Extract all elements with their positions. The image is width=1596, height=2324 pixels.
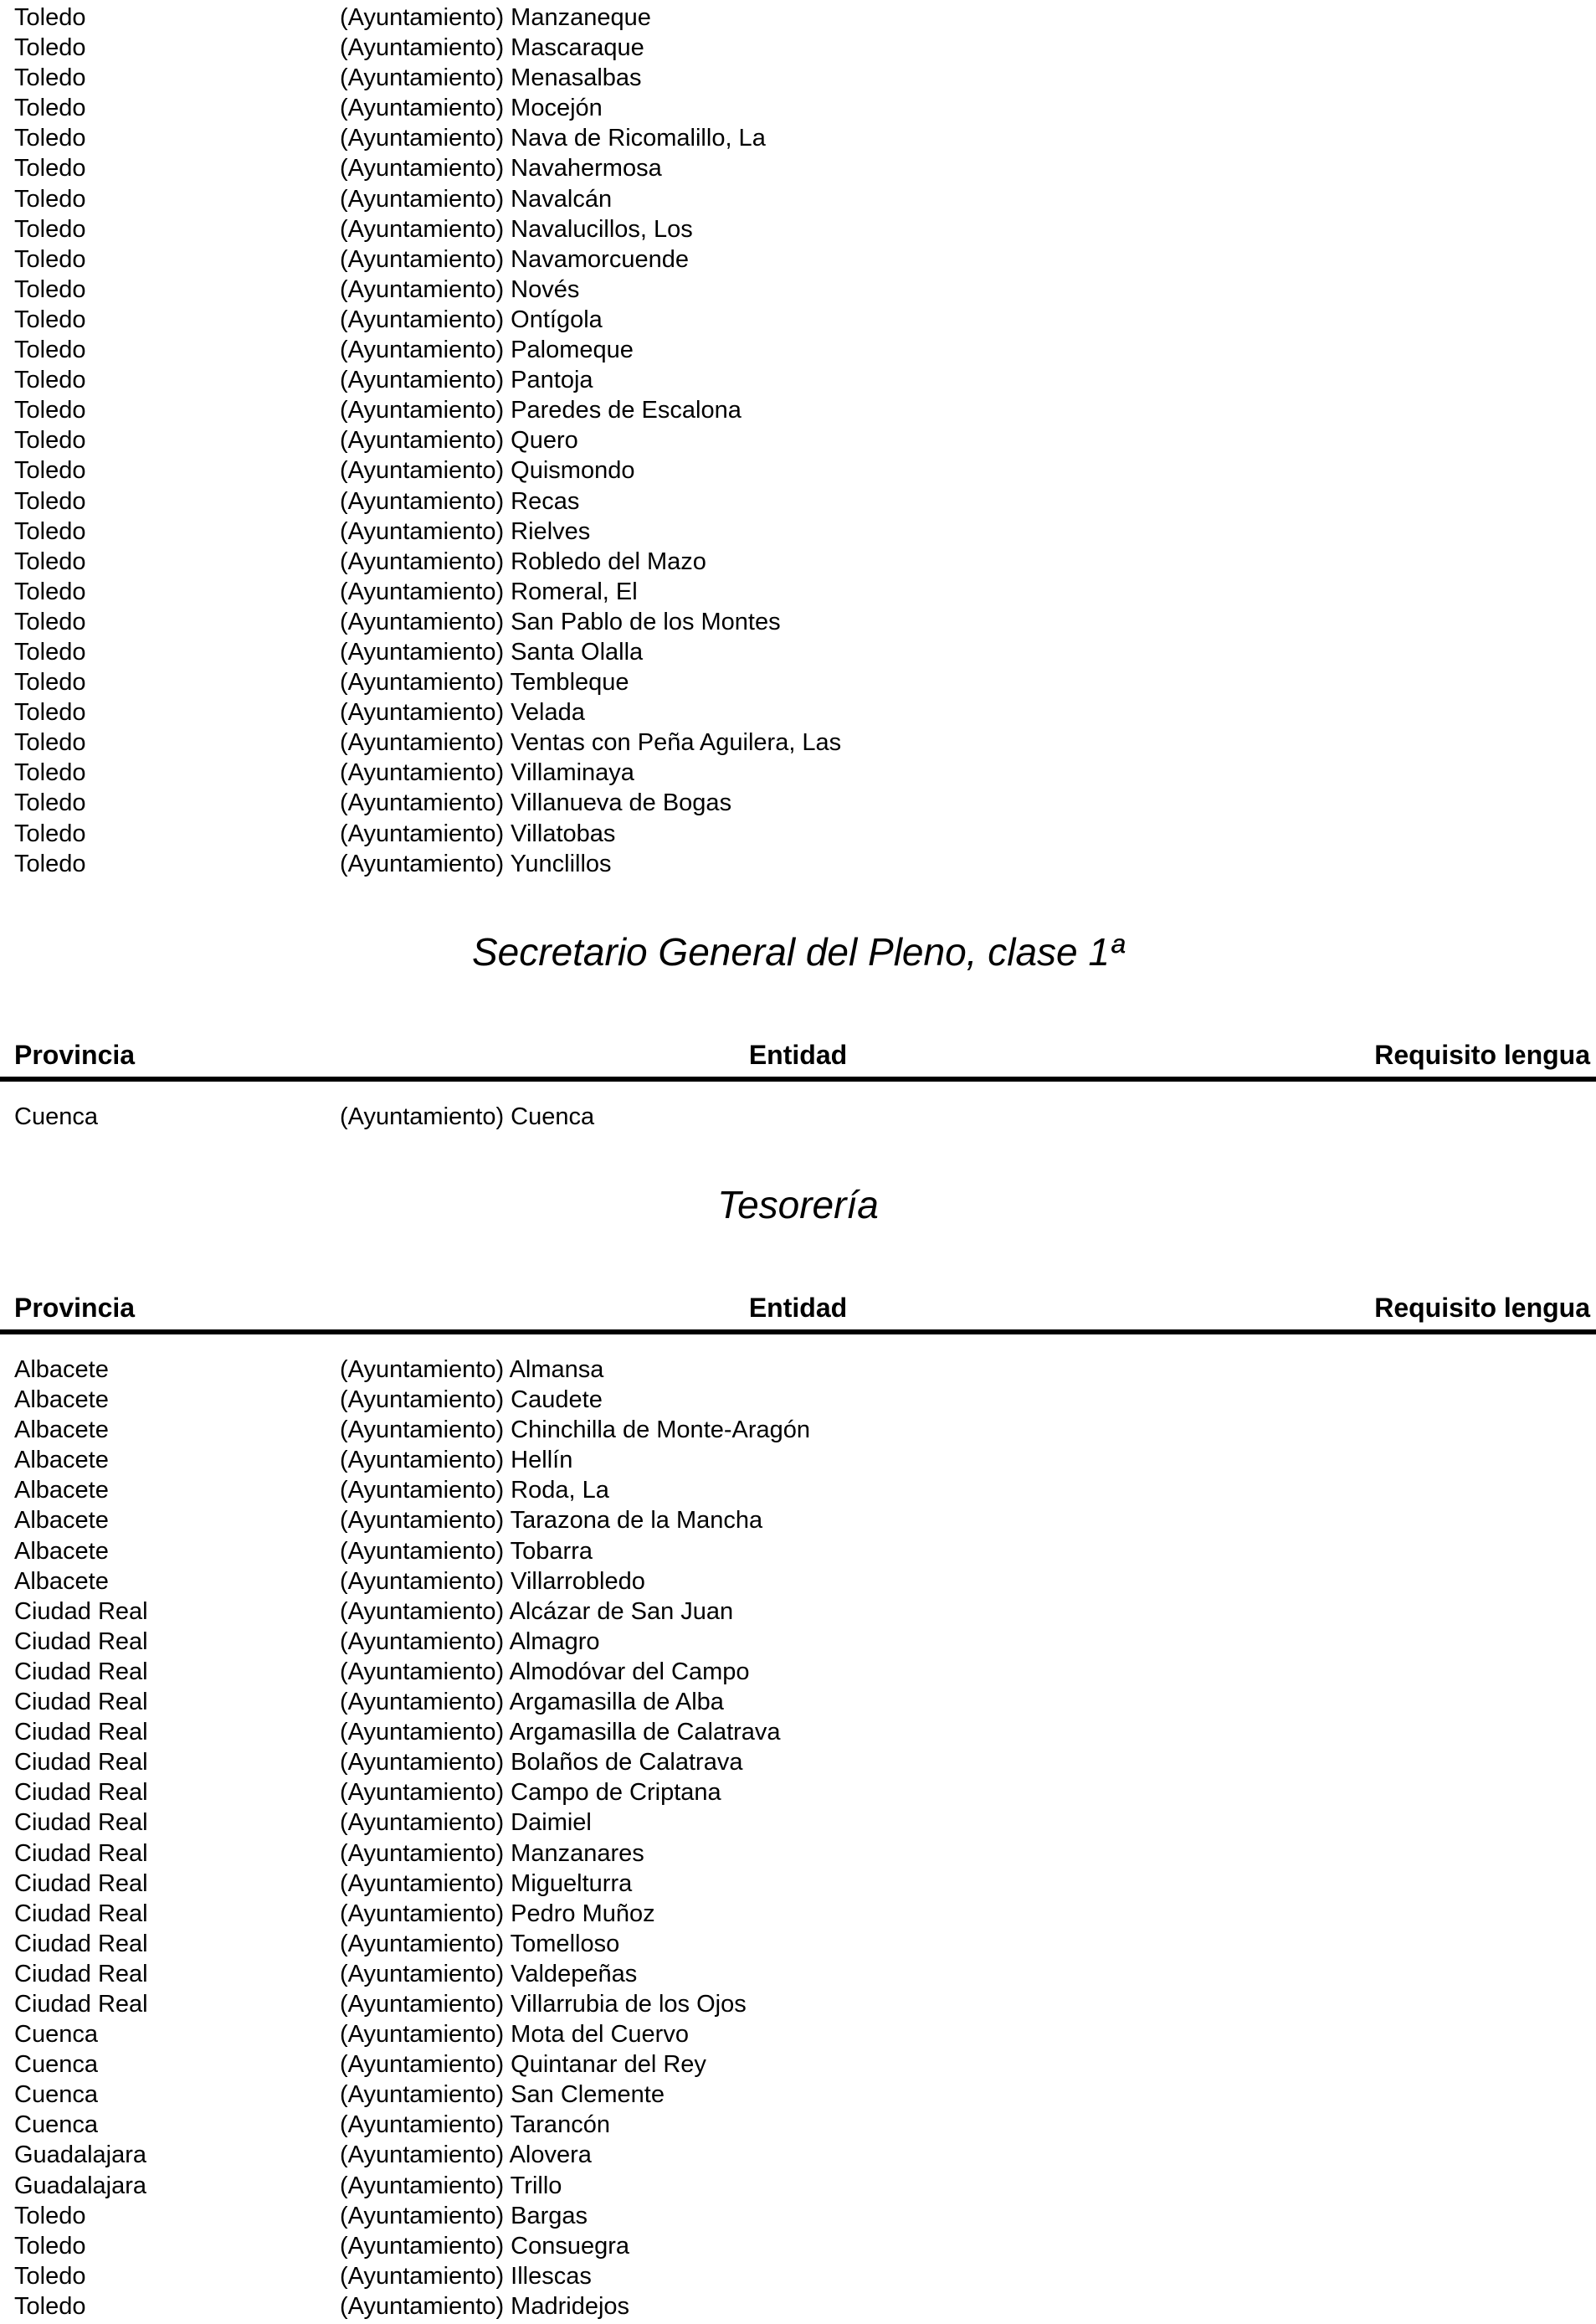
table-row <box>0 2231 1596 2261</box>
entidad-cell: (Ayuntamiento) Tarancón <box>340 2111 610 2139</box>
entidad-cell: (Ayuntamiento) Roda, La <box>340 1477 609 1504</box>
entidad-cell: (Ayuntamiento) Mota del Cuervo <box>340 2021 689 2049</box>
provincia-cell: Toledo <box>14 2232 86 2260</box>
table-row <box>0 335 1596 365</box>
header-requisito-lengua: Requisito lengua <box>1374 1293 1590 1323</box>
provincia-cell: Cuenca <box>14 2021 98 2049</box>
entidad-cell: (Ayuntamiento) Navamorcuende <box>340 245 689 273</box>
table-row <box>0 2140 1596 2170</box>
provincia-cell: Albacete <box>14 1567 109 1595</box>
table-row <box>0 123 1596 153</box>
entidad-cell: (Ayuntamiento) Navahermosa <box>340 155 662 183</box>
entidad-cell: (Ayuntamiento) Palomeque <box>340 337 634 364</box>
entidad-cell: (Ayuntamiento) Tarazona de la Mancha <box>340 1507 763 1535</box>
provincia-cell: Toledo <box>14 699 86 727</box>
entidad-cell: (Ayuntamiento) Nava de Ricomalillo, La <box>340 125 766 152</box>
entidad-cell: (Ayuntamiento) Caudete <box>340 1386 603 1414</box>
provincia-cell: Toledo <box>14 155 86 183</box>
provincia-cell: Toledo <box>14 578 86 605</box>
provincia-cell: Toledo <box>14 397 86 424</box>
provincia-cell: Albacete <box>14 1417 109 1444</box>
table-row <box>0 1627 1596 1657</box>
table-row <box>0 667 1596 697</box>
provincia-cell: Ciudad Real <box>14 1689 148 1716</box>
entidad-cell: (Ayuntamiento) Pantoja <box>340 367 593 394</box>
table-row <box>0 1989 1596 2019</box>
table-row <box>0 1445 1596 1475</box>
entidad-cell: (Ayuntamiento) Tembleque <box>340 669 629 697</box>
table-row <box>0 214 1596 244</box>
provincia-cell: Ciudad Real <box>14 1990 148 2018</box>
table-row <box>0 1959 1596 1989</box>
table-row <box>0 788 1596 818</box>
provincia-cell: Ciudad Real <box>14 1627 148 1655</box>
provincia-cell: Ciudad Real <box>14 1749 148 1776</box>
entidad-cell: (Ayuntamiento) Villanueva de Bogas <box>340 789 732 817</box>
entidad-cell: (Ayuntamiento) Cuenca <box>340 1103 595 1130</box>
entidad-cell: (Ayuntamiento) Velada <box>340 699 585 727</box>
table-row <box>0 1777 1596 1807</box>
entidad-cell: (Ayuntamiento) Alcázar de San Juan <box>340 1597 734 1625</box>
entidad-cell: (Ayuntamiento) Romeral, El <box>340 578 638 605</box>
table-row <box>0 1596 1596 1627</box>
tesoreria-list <box>0 1355 1596 2321</box>
entidad-cell: (Ayuntamiento) Menasalbas <box>340 64 642 92</box>
table-row <box>0 63 1596 93</box>
table-row <box>0 1657 1596 1687</box>
entidad-cell: (Ayuntamiento) Quintanar del Rey <box>340 2051 706 2079</box>
table-row <box>0 1717 1596 1747</box>
provincia-cell: Albacete <box>14 1356 109 1383</box>
table-row <box>0 1355 1596 1385</box>
entidad-cell: (Ayuntamiento) San Pablo de los Montes <box>340 608 781 635</box>
entidad-cell: (Ayuntamiento) Navalucillos, Los <box>340 215 693 243</box>
entidad-cell: (Ayuntamiento) Rielves <box>340 517 591 545</box>
table-row <box>0 486 1596 517</box>
provincia-cell: Albacete <box>14 1507 109 1535</box>
entidad-cell: (Ayuntamiento) Ventas con Peña Aguilera, Las <box>340 729 842 757</box>
provincia-cell: Albacete <box>14 1447 109 1474</box>
secretario-list <box>0 1102 1596 1132</box>
table-row <box>0 244 1596 275</box>
provincia-cell: Toledo <box>14 185 86 213</box>
provincia-cell: Ciudad Real <box>14 1900 148 1927</box>
table-row <box>0 2049 1596 2080</box>
entidad-cell: (Ayuntamiento) Chinchilla de Monte-Aragón <box>340 1417 811 1444</box>
table-row <box>0 2171 1596 2201</box>
provincia-cell: Ciudad Real <box>14 1930 148 1957</box>
entidad-cell: (Ayuntamiento) Tomelloso <box>340 1930 620 1957</box>
table-row <box>0 1566 1596 1596</box>
entidad-cell: (Ayuntamiento) Manzaneque <box>340 4 651 31</box>
entidad-cell: (Ayuntamiento) Miguelturra <box>340 1869 633 1897</box>
table-row <box>0 275 1596 305</box>
provincia-cell: Toledo <box>14 4 86 31</box>
table-row <box>0 2110 1596 2140</box>
provincia-cell: Albacete <box>14 1537 109 1565</box>
header-provincia: Provincia <box>14 1040 136 1070</box>
provincia-cell: Toledo <box>14 427 86 455</box>
entidad-cell: (Ayuntamiento) Villarrobledo <box>340 1567 645 1595</box>
provincia-cell: Cuenca <box>14 2111 98 2139</box>
table-header-secretario <box>0 1038 1596 1082</box>
table-row <box>0 2019 1596 2049</box>
entidad-cell: (Ayuntamiento) Almansa <box>340 1356 604 1383</box>
provincia-cell: Toledo <box>14 337 86 364</box>
provincia-cell: Toledo <box>14 850 86 877</box>
table-row <box>0 607 1596 637</box>
table-row <box>0 93 1596 123</box>
provincia-cell: Ciudad Real <box>14 1960 148 1987</box>
provincia-cell: Albacete <box>14 1386 109 1414</box>
provincia-cell: Toledo <box>14 517 86 545</box>
entidad-cell: (Ayuntamiento) Argamasilla de Calatrava <box>340 1719 781 1746</box>
provincia-cell: Toledo <box>14 306 86 333</box>
entidad-cell: (Ayuntamiento) Hellín <box>340 1447 573 1474</box>
entidad-cell: (Ayuntamiento) Yunclillos <box>340 850 612 877</box>
header-provincia: Provincia <box>14 1293 136 1323</box>
provincia-cell: Toledo <box>14 548 86 575</box>
entidad-cell: (Ayuntamiento) Santa Olalla <box>340 638 644 666</box>
entidad-cell: (Ayuntamiento) Daimiel <box>340 1809 592 1837</box>
table-row <box>0 1807 1596 1838</box>
entidad-cell: (Ayuntamiento) Quismondo <box>340 457 635 485</box>
header-entidad: Entidad <box>748 1040 848 1070</box>
provincia-cell: Guadalajara <box>14 2141 146 2169</box>
provincia-cell: Toledo <box>14 820 86 847</box>
entidad-cell: (Ayuntamiento) Quero <box>340 427 578 455</box>
entidad-cell: (Ayuntamiento) Manzanares <box>340 1839 644 1867</box>
table-row <box>0 305 1596 335</box>
provincia-cell: Ciudad Real <box>14 1839 148 1867</box>
provincia-cell: Toledo <box>14 608 86 635</box>
table-row <box>0 1838 1596 1869</box>
entidad-cell: (Ayuntamiento) Alovera <box>340 2141 592 2169</box>
entidad-cell: (Ayuntamiento) Illescas <box>340 2262 592 2290</box>
entidad-cell: (Ayuntamiento) Almodóvar del Campo <box>340 1658 750 1685</box>
entidad-cell: (Ayuntamiento) San Clemente <box>340 2081 665 2109</box>
provincia-cell: Toledo <box>14 729 86 757</box>
provincia-cell: Toledo <box>14 95 86 122</box>
provincia-cell: Toledo <box>14 34 86 62</box>
provincia-cell: Toledo <box>14 457 86 485</box>
section-title-secretario: Secretario General del Pleno, clase 1ª <box>471 930 1124 974</box>
section-title-tesoreria: Tesorería <box>717 1183 879 1226</box>
entidad-cell: (Ayuntamiento) Paredes de Escalona <box>340 397 742 424</box>
provincia-cell: Toledo <box>14 215 86 243</box>
provincia-cell: Toledo <box>14 367 86 394</box>
entidad-cell: (Ayuntamiento) Tobarra <box>340 1537 593 1565</box>
table-row <box>0 637 1596 667</box>
table-row <box>0 1536 1596 1566</box>
table-row <box>0 517 1596 547</box>
entidad-cell: (Ayuntamiento) Almagro <box>340 1627 600 1655</box>
table-row <box>0 3 1596 33</box>
provincia-cell: Cuenca <box>14 2081 98 2109</box>
provincia-cell: Cuenca <box>14 2051 98 2079</box>
provincia-cell: Toledo <box>14 125 86 152</box>
table-row <box>0 395 1596 425</box>
table-row <box>0 577 1596 607</box>
table-row <box>0 819 1596 849</box>
table-row <box>0 1747 1596 1777</box>
table-row <box>0 849 1596 879</box>
entidad-cell: (Ayuntamiento) Consuegra <box>340 2232 630 2260</box>
table-row <box>0 184 1596 214</box>
table-row <box>0 697 1596 728</box>
provincia-cell: Ciudad Real <box>14 1779 148 1807</box>
table-row <box>0 33 1596 63</box>
entidad-cell: (Ayuntamiento) Campo de Criptana <box>340 1779 721 1807</box>
table-row <box>0 2291 1596 2321</box>
table-row <box>0 728 1596 758</box>
provincia-cell: Cuenca <box>14 1103 98 1130</box>
table-row <box>0 2261 1596 2291</box>
table-row <box>0 758 1596 788</box>
provincia-cell: Toledo <box>14 487 86 515</box>
entidad-cell: (Ayuntamiento) Mocejón <box>340 95 603 122</box>
provincia-cell: Ciudad Real <box>14 1658 148 1685</box>
provincia-cell: Guadalajara <box>14 2172 146 2199</box>
entidad-cell: (Ayuntamiento) Valdepeñas <box>340 1960 638 1987</box>
provincia-cell: Toledo <box>14 2292 86 2320</box>
provincia-cell: Toledo <box>14 759 86 787</box>
header-requisito-lengua: Requisito lengua <box>1374 1040 1590 1070</box>
table-row <box>0 1687 1596 1717</box>
provincia-cell: Ciudad Real <box>14 1719 148 1746</box>
entidad-cell: (Ayuntamiento) Recas <box>340 487 580 515</box>
table-row <box>0 1505 1596 1535</box>
entidad-cell: (Ayuntamiento) Argamasilla de Alba <box>340 1689 724 1716</box>
table-row <box>0 1102 1596 1132</box>
entidad-cell: (Ayuntamiento) Villarrubia de los Ojos <box>340 1990 747 2018</box>
provincia-cell: Toledo <box>14 2262 86 2290</box>
table-row <box>0 1475 1596 1505</box>
table-row <box>0 1385 1596 1415</box>
provincia-cell: Ciudad Real <box>14 1809 148 1837</box>
table-row <box>0 2201 1596 2231</box>
entidad-cell: (Ayuntamiento) Pedro Muñoz <box>340 1900 655 1927</box>
provincia-cell: Ciudad Real <box>14 1597 148 1625</box>
table-row <box>0 153 1596 183</box>
table-row <box>0 425 1596 455</box>
table-row <box>0 1415 1596 1445</box>
entidad-cell: (Ayuntamiento) Bargas <box>340 2202 588 2229</box>
provincia-cell: Toledo <box>14 64 86 92</box>
entidad-cell: (Ayuntamiento) Novés <box>340 275 580 303</box>
entidad-cell: (Ayuntamiento) Bolaños de Calatrava <box>340 1749 743 1776</box>
entidad-cell: (Ayuntamiento) Ontígola <box>340 306 603 333</box>
provincia-cell: Toledo <box>14 2202 86 2229</box>
entidad-cell: (Ayuntamiento) Trillo <box>340 2172 562 2199</box>
provincia-cell: Toledo <box>14 669 86 697</box>
continuation-list <box>0 3 1596 879</box>
entidad-cell: (Ayuntamiento) Madridejos <box>340 2292 630 2320</box>
entidad-cell: (Ayuntamiento) Villatobas <box>340 820 616 847</box>
table-row <box>0 1869 1596 1899</box>
provincia-cell: Albacete <box>14 1477 109 1504</box>
provincia-cell: Toledo <box>14 789 86 817</box>
table-row <box>0 1929 1596 1959</box>
entidad-cell: (Ayuntamiento) Robledo del Mazo <box>340 548 706 575</box>
provincia-cell: Toledo <box>14 275 86 303</box>
entidad-cell: (Ayuntamiento) Navalcán <box>340 185 613 213</box>
table-row <box>0 1899 1596 1929</box>
provincia-cell: Ciudad Real <box>14 1869 148 1897</box>
table-header-tesoreria <box>0 1291 1596 1334</box>
entidad-cell: (Ayuntamiento) Mascaraque <box>340 34 644 62</box>
table-row <box>0 2080 1596 2110</box>
provincia-cell: Toledo <box>14 245 86 273</box>
table-row <box>0 455 1596 486</box>
provincia-cell: Toledo <box>14 638 86 666</box>
entidad-cell: (Ayuntamiento) Villaminaya <box>340 759 634 787</box>
header-entidad: Entidad <box>748 1293 848 1323</box>
table-row <box>0 547 1596 577</box>
table-row <box>0 365 1596 395</box>
